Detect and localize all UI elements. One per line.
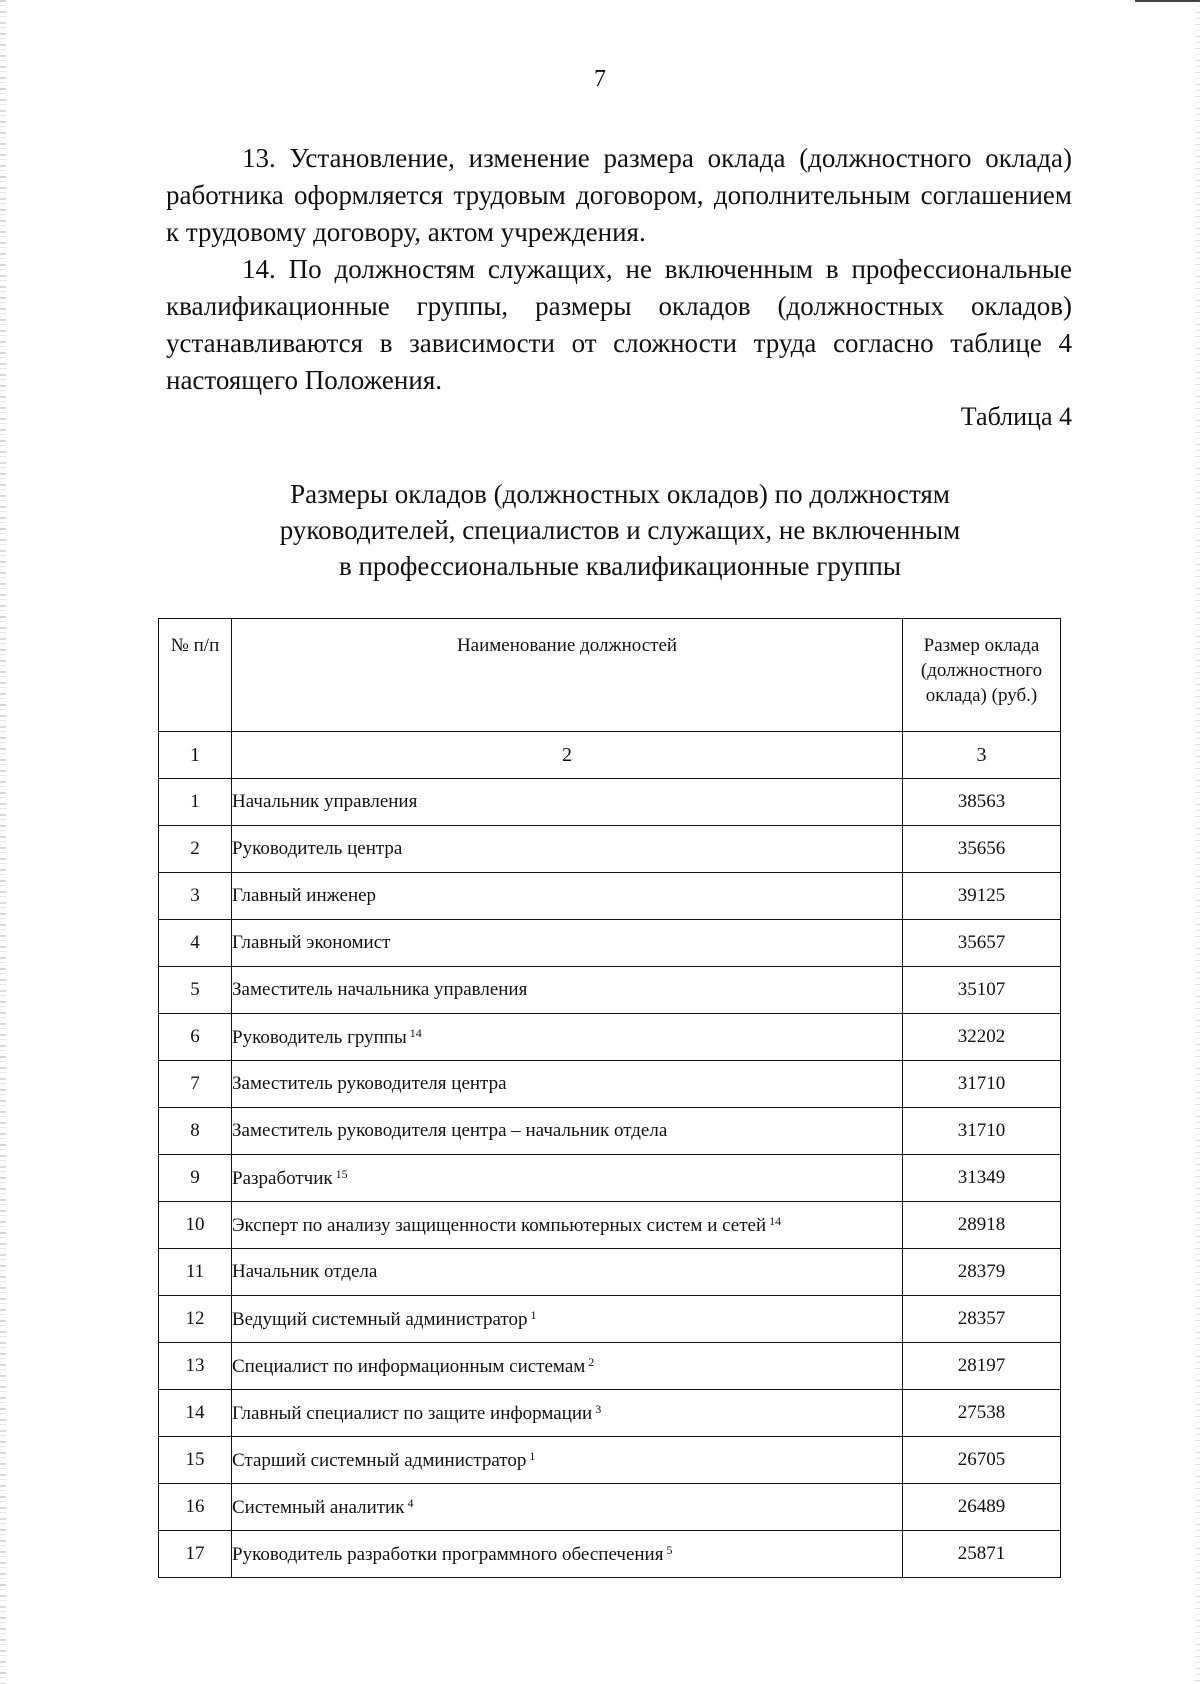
- position-name: Главный экономист: [232, 932, 391, 953]
- scan-edge-left: [0, 0, 6, 1684]
- table-row: [159, 1061, 1061, 1108]
- position-cell: [232, 1061, 903, 1108]
- footnote-mark: 4: [407, 1495, 414, 1510]
- salary-value: 28357: [903, 1296, 1061, 1343]
- column-number: 1: [159, 732, 232, 779]
- table-row: [159, 1296, 1061, 1343]
- salary-value: 31710: [903, 1061, 1061, 1108]
- header-salary: [903, 619, 1061, 732]
- position-name: Системный аналитик: [232, 1496, 405, 1518]
- table-title-line: руководителей, специалистов и служащих, не включенным: [279, 515, 961, 545]
- row-number: 12: [159, 1296, 232, 1343]
- salary-value: 28379: [903, 1249, 1061, 1296]
- position-cell: [232, 779, 903, 826]
- table-row: [159, 1202, 1061, 1249]
- position-cell: [232, 1437, 903, 1484]
- row-number: 5: [159, 967, 232, 1014]
- salary-value: 26489: [903, 1484, 1061, 1531]
- table-title: [160, 476, 1080, 584]
- position-name: Руководитель разработки программного обеспечения: [232, 1543, 664, 1565]
- row-number: 10: [159, 1202, 232, 1249]
- position-cell: [232, 1531, 903, 1578]
- footnote-mark: 14: [769, 1213, 782, 1228]
- row-number: 1: [159, 779, 232, 826]
- position-name: Ведущий системный администратор: [232, 1308, 528, 1330]
- position-cell: [232, 1108, 903, 1155]
- table-row: [159, 967, 1061, 1014]
- position-cell: [232, 1296, 903, 1343]
- table-row: [159, 826, 1061, 873]
- position-cell: [232, 1249, 903, 1296]
- position-cell: [232, 1014, 903, 1061]
- header-num: № п/п: [159, 619, 232, 732]
- header-salary-line: Размер оклада: [923, 635, 1040, 656]
- table-row: [159, 1531, 1061, 1578]
- position-name: Заместитель руководителя центра – начальник отдела: [232, 1120, 668, 1141]
- header-name: Наименование должностей: [232, 619, 903, 732]
- salary-value: 39125: [903, 873, 1061, 920]
- position-name: Заместитель начальника управления: [232, 979, 528, 1000]
- position-name: Руководитель группы: [232, 1026, 407, 1048]
- row-number: 14: [159, 1390, 232, 1437]
- position-cell: [232, 967, 903, 1014]
- table-row: [159, 779, 1061, 826]
- table-label: Таблица 4: [960, 402, 1072, 431]
- column-number: 2: [232, 732, 903, 779]
- position-name: Начальник управления: [232, 791, 418, 812]
- row-number: 16: [159, 1484, 232, 1531]
- table-header-row: [159, 619, 1061, 732]
- table-row: [159, 1343, 1061, 1390]
- table-row: [159, 873, 1061, 920]
- salary-value: 27538: [903, 1390, 1061, 1437]
- scan-edge-right: [1195, 0, 1200, 1684]
- position-name: Специалист по информационным системам: [232, 1355, 586, 1377]
- row-number: 3: [159, 873, 232, 920]
- position-cell: [232, 1390, 903, 1437]
- position-name: Эксперт по анализу защищенности компьютерных систем и сетей: [232, 1214, 767, 1236]
- row-number: 7: [159, 1061, 232, 1108]
- position-name: Главный инженер: [232, 885, 377, 906]
- table-title-line: Размеры окладов (должностных окладов) по должностям: [290, 479, 950, 509]
- position-cell: [232, 1343, 903, 1390]
- table-row: [159, 1390, 1061, 1437]
- position-name: Руководитель центра: [232, 838, 403, 859]
- position-name: Заместитель руководителя центра: [232, 1073, 507, 1094]
- header-salary-line: оклада) (руб.): [925, 685, 1038, 706]
- row-number: 9: [159, 1155, 232, 1202]
- position-cell: [232, 873, 903, 920]
- footnote-mark: 5: [666, 1542, 673, 1557]
- header-salary-line: (должностного: [920, 660, 1043, 681]
- position-cell: [232, 1155, 903, 1202]
- salary-value: 35657: [903, 920, 1061, 967]
- row-number: 13: [159, 1343, 232, 1390]
- salary-value: 35107: [903, 967, 1061, 1014]
- salary-value: 28197: [903, 1343, 1061, 1390]
- page-number: 7: [594, 66, 606, 92]
- salary-value: 35656: [903, 826, 1061, 873]
- scan-top-rule: [1135, 0, 1200, 2]
- row-number: 11: [159, 1249, 232, 1296]
- column-number: 3: [903, 732, 1061, 779]
- salary-value: 31710: [903, 1108, 1061, 1155]
- footnote-mark: 15: [335, 1166, 348, 1181]
- row-number: 4: [159, 920, 232, 967]
- column-numbers-row: [159, 732, 1061, 779]
- table-row: [159, 1014, 1061, 1061]
- table-row: [159, 1155, 1061, 1202]
- table-row: [159, 1108, 1061, 1155]
- paragraph-13: 13. Установление, изменение размера оклада (должностного оклада) работника оформляется трудовым договором, дополнительным соглашением к трудовому договору, актом учреждения.: [166, 143, 1072, 247]
- table-title-line: в профессиональные квалификационные группы: [338, 551, 902, 581]
- footnote-mark: 2: [588, 1354, 595, 1369]
- row-number: 17: [159, 1531, 232, 1578]
- paragraph-14: 14. По должностям служащих, не включенным в профессиональные квалификационные группы, размеры окладов (должностных окладов) устанавливаются в зависимости от сложности труда согласно таблице 4 настоящего Положения.: [166, 254, 1072, 395]
- row-number: 6: [159, 1014, 232, 1061]
- position-name: Начальник отдела: [232, 1261, 378, 1282]
- position-cell: [232, 920, 903, 967]
- row-number: 15: [159, 1437, 232, 1484]
- salary-value: 38563: [903, 779, 1061, 826]
- salary-value: 32202: [903, 1014, 1061, 1061]
- position-name: Главный специалист по защите информации: [232, 1402, 593, 1424]
- footnote-mark: 1: [530, 1307, 537, 1322]
- table-row: [159, 1437, 1061, 1484]
- salary-value: 28918: [903, 1202, 1061, 1249]
- position-cell: [232, 826, 903, 873]
- row-number: 2: [159, 826, 232, 873]
- footnote-mark: 14: [409, 1025, 422, 1040]
- position-name: Разработчик: [232, 1167, 333, 1189]
- table-row: [159, 1249, 1061, 1296]
- position-name: Старший системный администратор: [232, 1449, 527, 1471]
- footnote-mark: 3: [595, 1401, 602, 1416]
- salary-value: 25871: [903, 1531, 1061, 1578]
- footnote-mark: 1: [529, 1448, 536, 1463]
- table-row: [159, 920, 1061, 967]
- salary-value: 31349: [903, 1155, 1061, 1202]
- salary-value: 26705: [903, 1437, 1061, 1484]
- table-row: [159, 1484, 1061, 1531]
- position-cell: [232, 1202, 903, 1249]
- salary-table: [158, 618, 1061, 1578]
- row-number: 8: [159, 1108, 232, 1155]
- position-cell: [232, 1484, 903, 1531]
